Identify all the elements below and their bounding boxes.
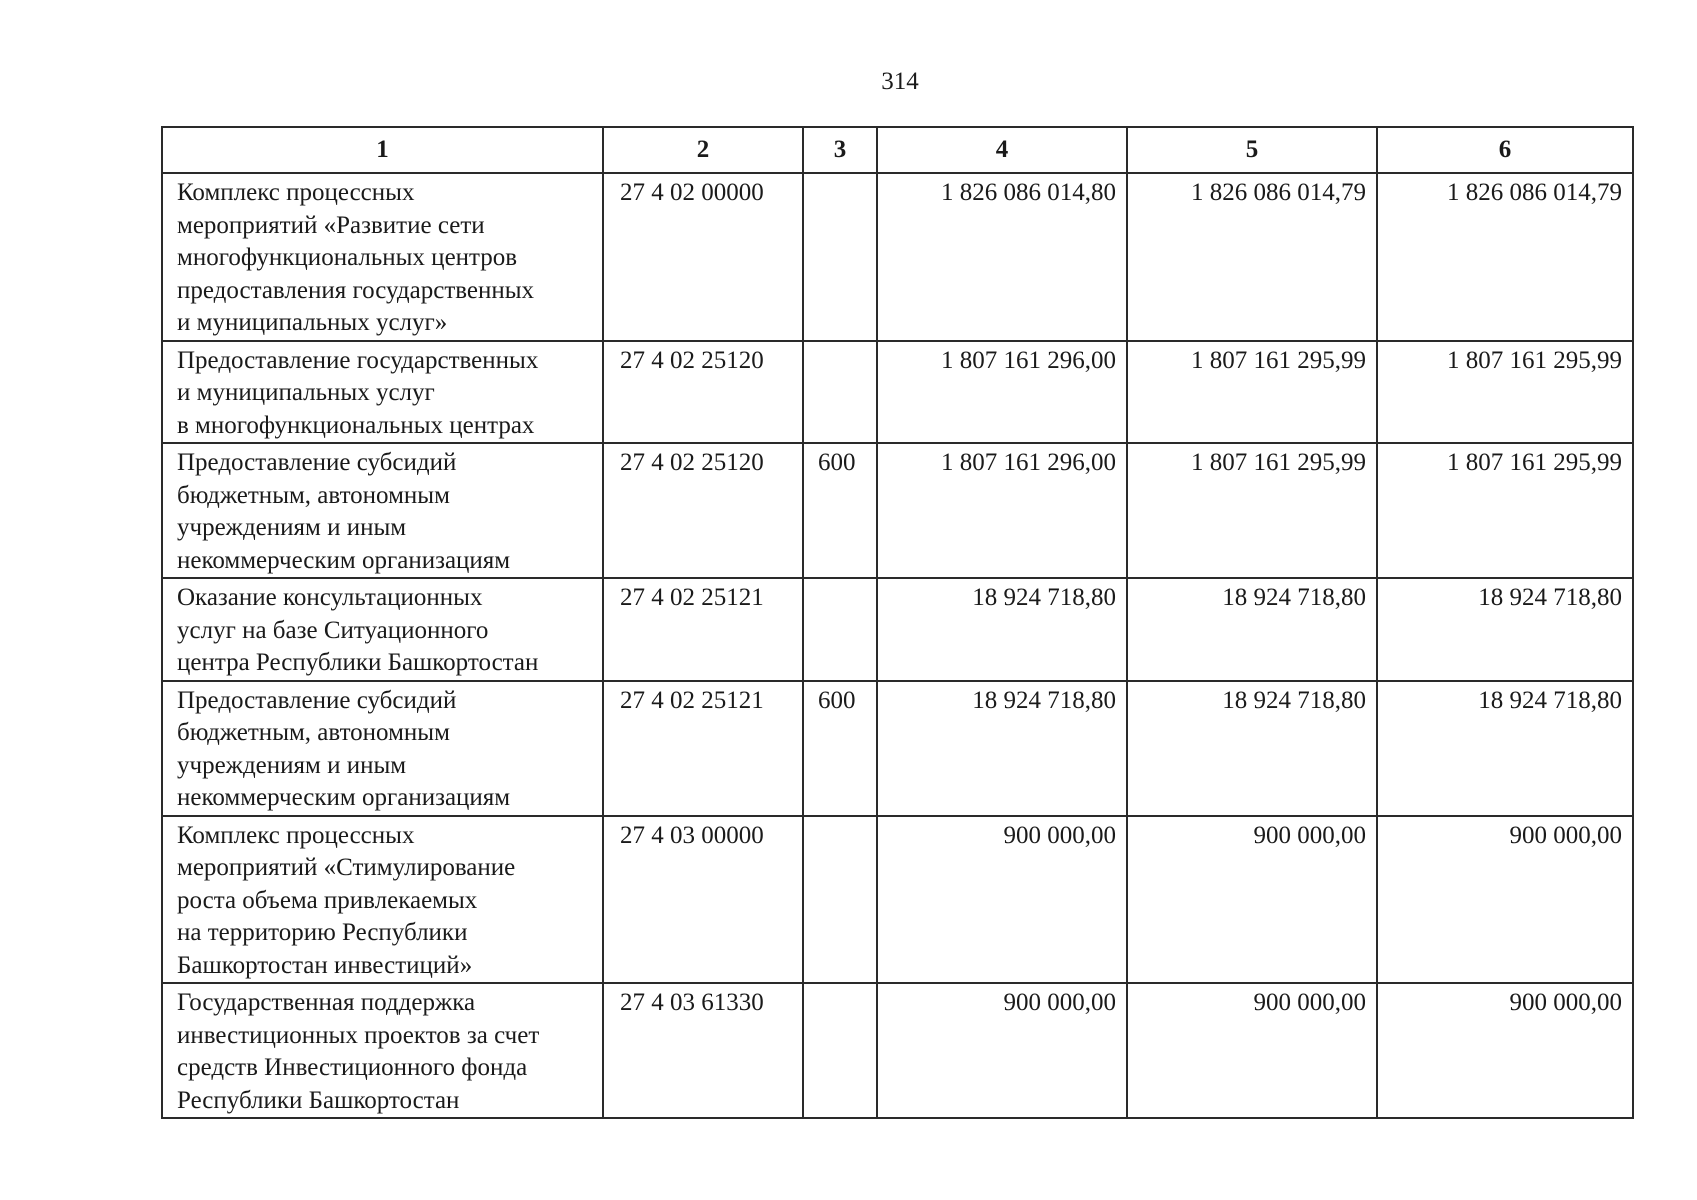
row-name: Комплекс процессных мероприятий «Развитие сети многофункциональных центров предоставления государственных и муниципальных услуг» xyxy=(162,173,603,341)
row-name: Предоставление субсидий бюджетным, автономным учреждениям и иным некоммерческим организациям xyxy=(162,443,603,578)
row-value-6: 900 000,00 xyxy=(1377,983,1633,1118)
row-type xyxy=(803,341,877,444)
table-row xyxy=(162,443,1633,578)
row-value-5: 18 924 718,80 xyxy=(1127,578,1377,681)
row-value-5: 1 826 086 014,79 xyxy=(1127,173,1377,341)
row-name: Предоставление субсидий бюджетным, автономным учреждениям и иным некоммерческим организациям xyxy=(162,681,603,816)
row-code: 27 4 02 25121 xyxy=(603,681,803,816)
row-value-4: 1 826 086 014,80 xyxy=(877,173,1127,341)
row-value-6: 18 924 718,80 xyxy=(1377,578,1633,681)
column-header-3: 3 xyxy=(803,127,877,173)
table-row xyxy=(162,173,1633,341)
column-header-6: 6 xyxy=(1377,127,1633,173)
row-name: Оказание консультационных услуг на базе Ситуационного центра Республики Башкортостан xyxy=(162,578,603,681)
table-row xyxy=(162,341,1633,444)
row-value-4: 18 924 718,80 xyxy=(877,681,1127,816)
row-code: 27 4 02 25121 xyxy=(603,578,803,681)
row-value-5: 1 807 161 295,99 xyxy=(1127,341,1377,444)
row-value-6: 18 924 718,80 xyxy=(1377,681,1633,816)
table-row xyxy=(162,816,1633,984)
row-value-5: 18 924 718,80 xyxy=(1127,681,1377,816)
table-row xyxy=(162,983,1633,1118)
row-code: 27 4 03 00000 xyxy=(603,816,803,984)
row-value-5: 900 000,00 xyxy=(1127,816,1377,984)
row-type xyxy=(803,173,877,341)
row-type xyxy=(803,816,877,984)
row-value-4: 1 807 161 296,00 xyxy=(877,443,1127,578)
row-value-6: 900 000,00 xyxy=(1377,816,1633,984)
table-header-row xyxy=(162,127,1633,173)
row-type: 600 xyxy=(803,681,877,816)
table-row xyxy=(162,681,1633,816)
row-value-4: 900 000,00 xyxy=(877,983,1127,1118)
row-value-6: 1 807 161 295,99 xyxy=(1377,341,1633,444)
column-header-5: 5 xyxy=(1127,127,1377,173)
row-value-5: 1 807 161 295,99 xyxy=(1127,443,1377,578)
row-name: Предоставление государственных и муниципальных услуг в многофункциональных центрах xyxy=(162,341,603,444)
row-value-6: 1 807 161 295,99 xyxy=(1377,443,1633,578)
budget-table xyxy=(161,126,1634,1119)
row-code: 27 4 02 00000 xyxy=(603,173,803,341)
row-code: 27 4 02 25120 xyxy=(603,341,803,444)
row-type: 600 xyxy=(803,443,877,578)
row-type xyxy=(803,983,877,1118)
row-value-4: 900 000,00 xyxy=(877,816,1127,984)
row-value-4: 1 807 161 296,00 xyxy=(877,341,1127,444)
row-name: Комплекс процессных мероприятий «Стимулирование роста объема привлекаемых на территорию Республики Башкортостан инвестиций» xyxy=(162,816,603,984)
row-type xyxy=(803,578,877,681)
column-header-2: 2 xyxy=(603,127,803,173)
column-header-1: 1 xyxy=(162,127,603,173)
row-code: 27 4 02 25120 xyxy=(603,443,803,578)
row-name: Государственная поддержка инвестиционных проектов за счет средств Инвестиционного фонда Республики Башкортостан xyxy=(162,983,603,1118)
row-value-4: 18 924 718,80 xyxy=(877,578,1127,681)
page-number: 314 xyxy=(881,68,919,95)
row-value-5: 900 000,00 xyxy=(1127,983,1377,1118)
table-row xyxy=(162,578,1633,681)
row-code: 27 4 03 61330 xyxy=(603,983,803,1118)
row-value-6: 1 826 086 014,79 xyxy=(1377,173,1633,341)
column-header-4: 4 xyxy=(877,127,1127,173)
